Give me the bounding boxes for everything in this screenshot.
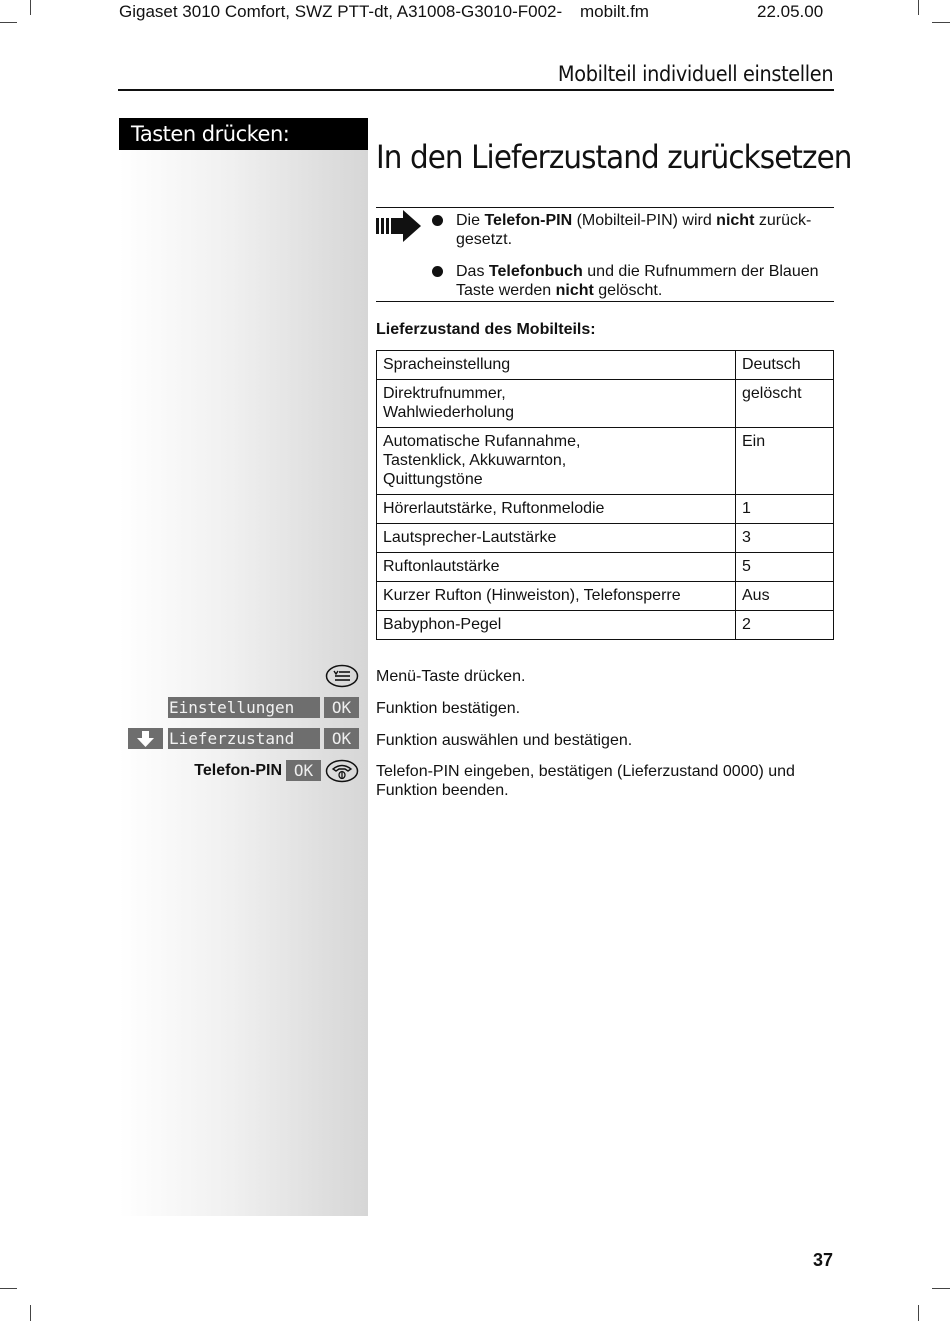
crop-mark: [918, 1305, 919, 1321]
display-einstellungen: Einstellungen: [168, 697, 320, 718]
defaults-heading: Lieferzustand des Mobilteils:: [376, 321, 596, 338]
ok-button: OK: [324, 697, 359, 718]
step-menu-description: Menü-Taste drücken.: [376, 668, 526, 685]
setting-cell: Lautsprecher-Lautstärke: [377, 524, 736, 553]
table-row: [377, 524, 834, 553]
arrow-down-key: [128, 728, 163, 749]
header-rule: [118, 89, 834, 91]
value-cell: gelöscht: [736, 380, 834, 428]
setting-cell: Ruftonlautstärke: [377, 553, 736, 582]
setting-cell: Kurzer Rufton (Hinweiston), Telefonsperre: [377, 582, 736, 611]
arrow-right-icon: [375, 209, 425, 243]
table-row: [377, 380, 834, 428]
crop-mark: [30, 1305, 31, 1321]
setting-cell: Spracheinstellung: [377, 351, 736, 380]
note-box: [376, 207, 834, 302]
crop-mark: [0, 22, 17, 23]
note-text: Das Telefonbuch und die Rufnummern der Blauen Taste werden nicht gelöscht.: [456, 263, 819, 299]
setting-cell: Automatische Rufannahme, Tastenklick, Akkuwarnton, Quittungstöne: [377, 428, 736, 495]
crop-mark: [932, 22, 950, 23]
value-cell: 2: [736, 611, 834, 640]
page-number: 37: [812, 1250, 833, 1270]
step-pin-description: Telefon-PIN eingeben, bestätigen (Lieferzustand 0000) und Funktion beenden.: [376, 763, 795, 799]
crop-mark: [918, 0, 919, 15]
step-einstellungen-description: Funktion bestätigen.: [376, 700, 521, 717]
value-cell: 5: [736, 553, 834, 582]
bullet-dot-icon: [432, 266, 443, 277]
table-row: [377, 428, 834, 495]
value-cell: Deutsch: [736, 351, 834, 380]
header-file-name: mobilt.fm: [580, 2, 649, 21]
setting-cell: Hörerlautstärke, Ruftonmelodie: [377, 495, 736, 524]
section-title: Mobilteil individuell einstellen: [557, 62, 833, 86]
table-row: [377, 582, 834, 611]
setting-cell: Babyphon-Pegel: [377, 611, 736, 640]
crop-mark: [0, 1288, 17, 1289]
header-date: 22.05.00: [757, 2, 824, 21]
value-cell: 1: [736, 495, 834, 524]
table-row: [377, 611, 834, 640]
menu-key-icon: [325, 664, 359, 688]
value-cell: Aus: [736, 582, 834, 611]
main-title: In den Lieferzustand zurücksetzen: [376, 138, 852, 176]
ok-button: OK: [324, 728, 359, 749]
setting-cell: Direktrufnummer, Wahlwiederholung: [377, 380, 736, 428]
table-row: [377, 553, 834, 582]
step-lieferzustand-description: Funktion auswählen und bestätigen.: [376, 732, 633, 749]
note-text: Die Telefon-PIN (Mobilteil-PIN) wird nicht zurück-gesetzt.: [456, 212, 812, 248]
table-row: [377, 495, 834, 524]
display-lieferzustand: Lieferzustand: [168, 728, 320, 749]
value-cell: Ein: [736, 428, 834, 495]
end-call-key-icon: [325, 759, 359, 783]
bullet-dot-icon: [432, 215, 443, 226]
crop-mark: [30, 0, 31, 15]
value-cell: 3: [736, 524, 834, 553]
crop-mark: [932, 1288, 950, 1289]
sidebar-heading: Tasten drücken:: [119, 118, 368, 150]
defaults-table: [376, 350, 834, 640]
ok-button: OK: [286, 760, 321, 781]
table-row: [377, 351, 834, 380]
telefon-pin-label: Telefon-PIN: [194, 762, 282, 779]
arrow-down-icon: [128, 728, 163, 749]
header-doc-info: Gigaset 3010 Comfort, SWZ PTT-dt, A31008-G3010-F002-: [119, 2, 563, 21]
